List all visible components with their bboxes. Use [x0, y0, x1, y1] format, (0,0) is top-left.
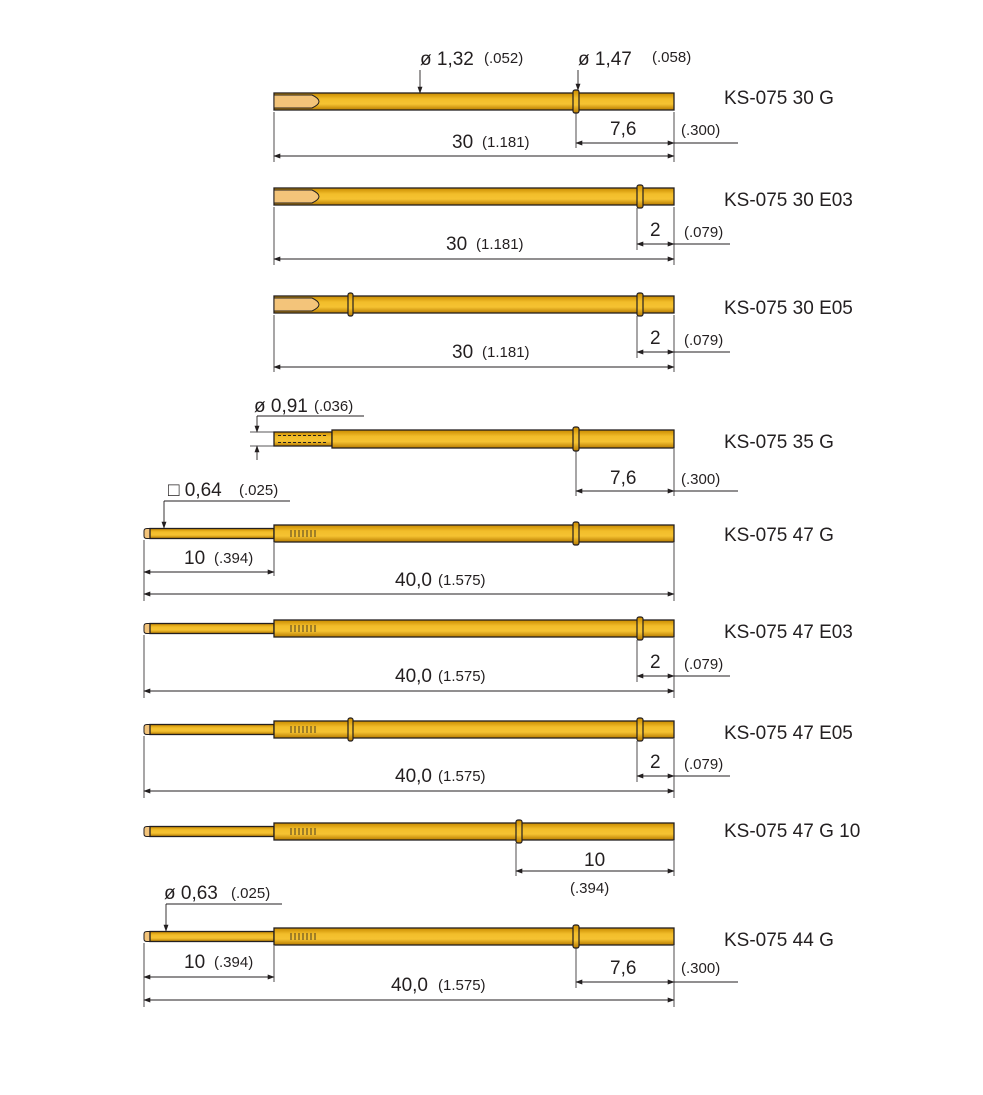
- press-ring: [637, 293, 643, 316]
- dim-length-inch: (1.575): [438, 977, 486, 994]
- probe-ks-075-35-g: [250, 396, 834, 496]
- probe-barrel: [274, 823, 674, 840]
- dim-ring: 10: [584, 850, 606, 871]
- dim-length-inch: (1.575): [438, 768, 486, 785]
- crimp-marks: [291, 625, 315, 632]
- probe-name: KS-075 30 E03: [724, 190, 853, 211]
- dim-tip: 10: [184, 548, 206, 569]
- dim-square-inch: (.025): [239, 482, 279, 499]
- dim-ring: 2: [650, 220, 661, 241]
- dim-square: □ 0,64: [168, 480, 222, 501]
- press-ring: [516, 820, 522, 843]
- press-ring: [573, 90, 579, 113]
- probe-crown-tip: [274, 190, 319, 203]
- dim-ring: 2: [650, 752, 661, 773]
- dim-dia2-inch: (.058): [652, 49, 692, 66]
- dim-ring-inch: (.394): [570, 880, 610, 897]
- probe-ks-075-47-e05: [144, 718, 853, 798]
- press-ring: [637, 718, 643, 741]
- dim-ring: 2: [650, 328, 661, 349]
- dim-dia: ø 0,91: [254, 396, 308, 417]
- dim-length: 30: [446, 234, 468, 255]
- probe-name: KS-075 47 E05: [724, 723, 853, 744]
- dim-dia: ø 0,63: [164, 883, 218, 904]
- probe-barrel: [274, 525, 674, 542]
- crimp-marks: [291, 828, 315, 835]
- probe-name: KS-075 35 G: [724, 432, 834, 453]
- probe-name: KS-075 47 G 10: [724, 821, 861, 842]
- dim-length-inch: (1.575): [438, 668, 486, 685]
- probe-ks-075-47-e03: [144, 617, 853, 698]
- probe-barrel-narrow: [274, 432, 332, 446]
- probe-barrel: [274, 928, 674, 945]
- crimp-marks: [291, 530, 315, 537]
- crimp-marks: [291, 933, 315, 940]
- press-ring: [637, 617, 643, 640]
- dim-ring: 2: [650, 652, 661, 673]
- probe-name: KS-075 47 G: [724, 525, 834, 546]
- dim-length: 40,0: [391, 975, 428, 996]
- dim-tip: 10: [184, 952, 206, 973]
- dim-dia-inch: (.025): [231, 885, 271, 902]
- plunger: [150, 725, 274, 735]
- dim-length-inch: (1.181): [482, 344, 530, 361]
- dim-dia-inch: (.036): [314, 398, 354, 415]
- dim-ring-inch: (.079): [684, 656, 724, 673]
- plunger: [150, 624, 274, 634]
- dim-ring-inch: (.300): [681, 471, 721, 488]
- dim-dia1: ø 1,32: [420, 49, 474, 70]
- plunger: [150, 529, 274, 539]
- probe-ks-075-30-e05: [274, 293, 853, 372]
- press-ring: [573, 925, 579, 948]
- dim-ring-inch: (.079): [684, 332, 724, 349]
- probe-ks-075-30-e03: [274, 185, 853, 265]
- probe-barrel: [274, 188, 674, 205]
- dim-dia1-inch: (.052): [484, 50, 524, 67]
- probe-name: KS-075 44 G: [724, 930, 834, 951]
- crimp-marks: [291, 726, 315, 733]
- probe-barrel: [274, 620, 674, 637]
- probe-ks-075-30-g: [274, 49, 834, 162]
- plunger: [150, 932, 274, 942]
- press-ring-front: [348, 718, 353, 741]
- dim-length-inch: (1.575): [438, 572, 486, 589]
- probe-name: KS-075 30 G: [724, 88, 834, 109]
- probe-crown-tip: [274, 298, 319, 311]
- probe-crown-tip: [274, 95, 319, 108]
- probe-ks-075-47-g: [144, 480, 834, 601]
- dim-ring: 7,6: [610, 119, 637, 140]
- probe-ks-075-44-g: [144, 883, 834, 1007]
- dim-length: 40,0: [395, 666, 432, 687]
- dim-length-inch: (1.181): [482, 134, 530, 151]
- dim-dia2: ø 1,47: [578, 49, 632, 70]
- probe-barrel: [274, 721, 674, 738]
- probe-name: KS-075 30 E05: [724, 298, 853, 319]
- dim-tip-inch: (.394): [214, 550, 254, 567]
- probe-barrel: [274, 296, 674, 313]
- dim-length: 40,0: [395, 766, 432, 787]
- press-ring: [637, 185, 643, 208]
- dim-ring: 7,6: [610, 958, 637, 979]
- dim-ring-inch: (.079): [684, 756, 724, 773]
- probe-barrel: [274, 93, 674, 110]
- press-ring: [573, 427, 579, 451]
- dim-length-inch: (1.181): [476, 236, 524, 253]
- plunger: [150, 827, 274, 837]
- probe-barrel: [332, 430, 674, 448]
- dim-ring-inch: (.300): [681, 122, 721, 139]
- dim-length: 30: [452, 342, 474, 363]
- press-ring: [573, 522, 579, 545]
- dim-length: 40,0: [395, 570, 432, 591]
- press-ring-front: [348, 293, 353, 316]
- dim-ring: 7,6: [610, 468, 637, 489]
- dim-ring-inch: (.300): [681, 960, 721, 977]
- dim-length: 30: [452, 132, 474, 153]
- dim-tip-inch: (.394): [214, 954, 254, 971]
- probe-name: KS-075 47 E03: [724, 622, 853, 643]
- dim-ring-inch: (.079): [684, 224, 724, 241]
